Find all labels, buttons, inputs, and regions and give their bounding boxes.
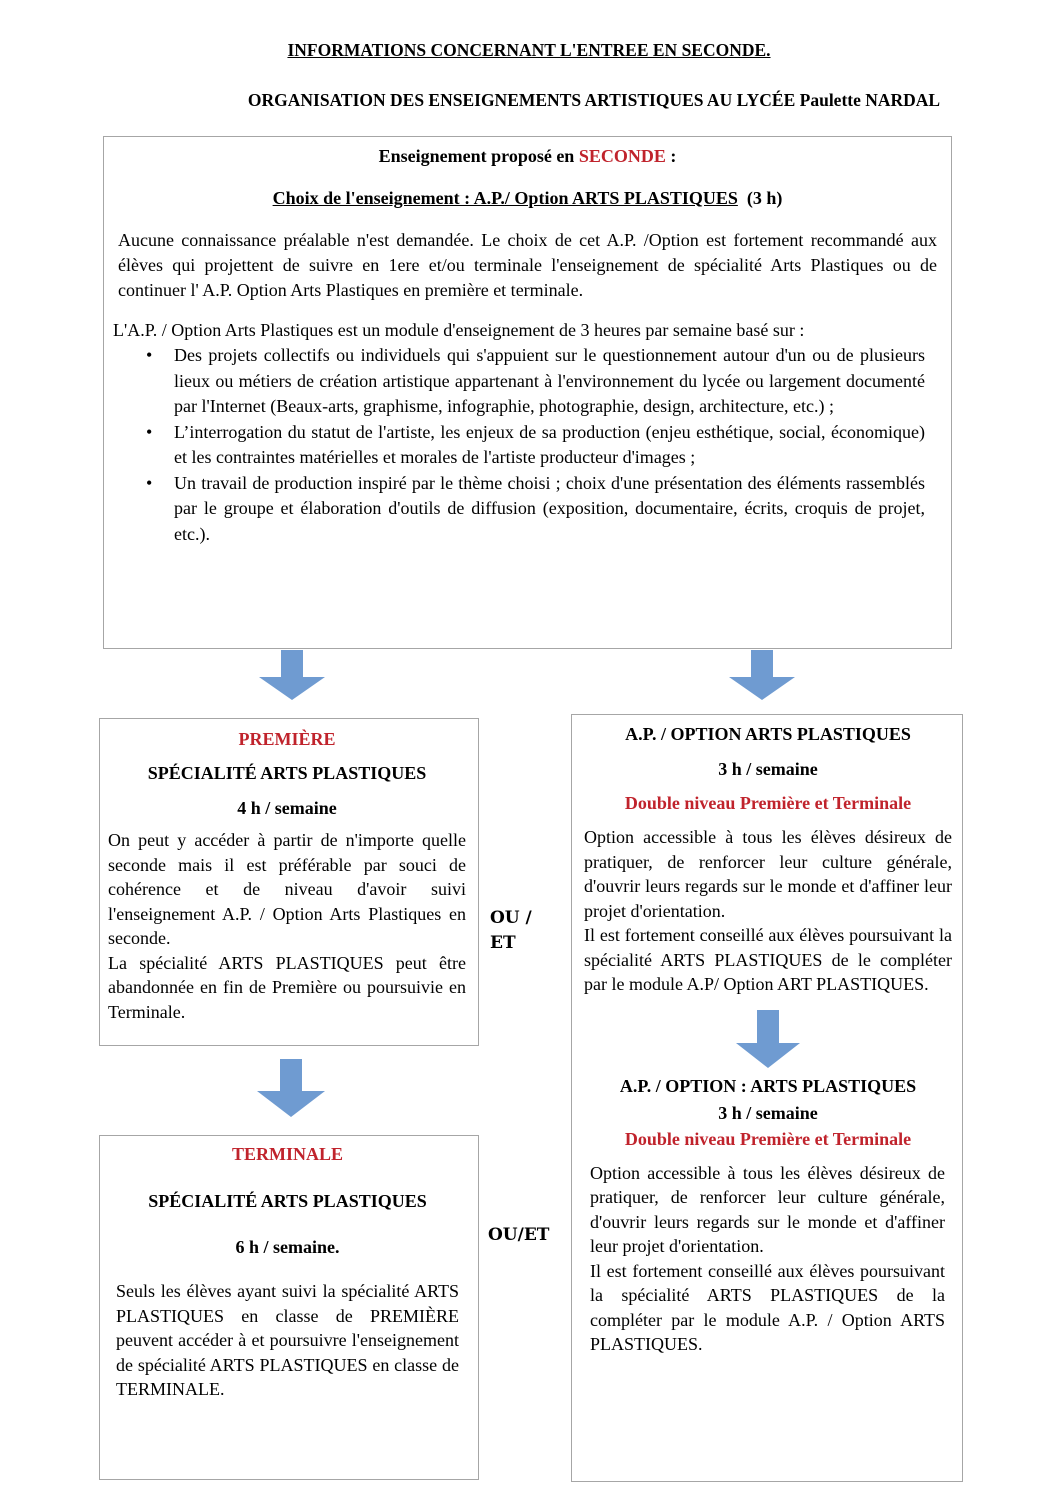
seconde-heading-prefix: Enseignement proposé en xyxy=(378,146,579,166)
document-subtitle: ORGANISATION DES ENSEIGNEMENTS ARTISTIQUES AU LYCÉE Paulette NARDAL xyxy=(247,90,941,110)
premiere-body: On peut y accéder à partir de n'importe quelle seconde mais il est préférable par souci de cohérence et de niveau d'avoir suivi l'enseignement A.P. / Option Arts Plastiques en seconde. xyxy=(108,830,466,948)
option-premiere-hours: 3 h / semaine xyxy=(718,759,818,779)
option-terminale-body-2: Il est fortement conseillé aux élèves poursuivant la spécialité ARTS PLASTIQUES de la compléter par le module A.P. / Option ARTS PLASTIQUES. xyxy=(590,1260,945,1354)
option-premiere-level: Double niveau Première et Terminale xyxy=(624,793,912,813)
premiere-title: SPÉCIALITÉ ARTS PLASTIQUES xyxy=(147,763,427,783)
ou-et-line-1: OU / xyxy=(490,908,532,928)
list-item xyxy=(116,420,939,471)
list-item xyxy=(116,343,939,420)
terminale-body: Seuls les élèves ayant suivi la spécialité ARTS PLASTIQUES en classe de PREMIÈRE peuvent accéder à et poursuivre l'enseignement de spécialité ARTS PLASTIQUES en classe de TERMINALE. xyxy=(116,1281,459,1399)
seconde-heading-suffix: : xyxy=(665,146,677,166)
bullet-icon: • xyxy=(146,421,153,442)
premiere-body-2: La spécialité ARTS PLASTIQUES peut être abandonnée en fin de Première ou poursuivie en Terminale. xyxy=(108,952,466,1022)
terminale-title: SPÉCIALITÉ ARTS PLASTIQUES xyxy=(148,1191,427,1211)
arrow-down-icon xyxy=(257,1059,325,1117)
ou-et-connector-2: OU/ET xyxy=(488,1225,550,1245)
bullet-icon: • xyxy=(146,345,153,365)
option-box xyxy=(571,714,963,1482)
ou-et-connector xyxy=(490,906,532,956)
document-title: INFORMATIONS CONCERNANT L'ENTREE EN SECONDE. xyxy=(287,40,771,60)
arrow-down-icon xyxy=(729,650,795,700)
list-item xyxy=(116,471,939,548)
premiere-box xyxy=(99,718,479,1046)
seconde-module-intro: L'A.P. / Option Arts Plastiques est un module d'enseignement de 3 heures par semaine basé sur : xyxy=(113,320,805,340)
list-item-text: Des projets collectifs ou individuels qui s'appuient sur le questionnement autour d'un ou de plusieurs lieux ou métiers de création artistique appartenant à l'environnement du lycée ou largement documenté par l'Internet (Beaux-arts, graphisme, infographie, photographie, design, architecture, etc.) ; xyxy=(174,345,925,416)
option-terminale-title: A.P. / OPTION : ARTS PLASTIQUES xyxy=(619,1075,917,1096)
option-terminale-body: Option accessible à tous les élèves désireux de pratiquer, de renforcer leur culture générale, d'ouvrir leurs regards sur le monde et d'affiner leur projet d'orientation. xyxy=(590,1162,945,1256)
seconde-choice-label: Choix de l'enseignement : A.P./ Option ARTS PLASTIQUES xyxy=(272,188,738,208)
seconde-choice-hours: (3 h) xyxy=(746,188,783,208)
option-premiere-body: Option accessible à tous les élèves désireux de pratiquer, de renforcer leur culture générale, d'ouvrir leurs regards sur le monde et d'affiner leur projet d'orientation. xyxy=(584,827,952,921)
list-item-text: Un travail de production inspiré par le thème choisi ; choix d'une présentation des éléments rassemblés par le groupe et élaboration d'outils de diffusion (exposition, documentaire, écrits, croquis de projet, etc.). xyxy=(174,472,925,544)
option-terminale-level: Double niveau Première et Terminale xyxy=(624,1128,912,1149)
seconde-intro: Aucune connaissance préalable n'est demandée. Le choix de cet A.P. /Option est fortement recommandé aux élèves qui projettent de suivre en 1ere et/ou terminale l'enseignement de spécialité Arts Plastiques ou de continuer l' A.P. Option Arts Plastiques en première et terminale. xyxy=(118,230,937,300)
option-premiere-title: A.P. / OPTION ARTS PLASTIQUES xyxy=(625,724,911,744)
seconde-box xyxy=(103,136,952,649)
terminale-level: TERMINALE xyxy=(231,1144,343,1164)
arrow-down-icon xyxy=(736,1010,800,1068)
terminale-hours: 6 h / semaine. xyxy=(235,1237,340,1257)
seconde-heading xyxy=(116,146,939,167)
arrow-down-icon xyxy=(259,650,325,700)
premiere-level: PREMIÈRE xyxy=(238,729,336,749)
ou-et-line-2: ET xyxy=(490,933,516,953)
premiere-hours: 4 h / semaine xyxy=(237,798,337,818)
seconde-bullet-list xyxy=(116,343,939,547)
bullet-icon: • xyxy=(146,472,153,493)
option-terminale-hours: 3 h / semaine xyxy=(718,1102,818,1123)
list-item-text: L’interrogation du statut de l'artiste, les enjeux de sa production (enjeu esthétique, social, économique) et les contraintes matérielles et morales de l'artiste producteur d'images ; xyxy=(174,421,925,467)
seconde-choice xyxy=(116,188,939,209)
seconde-highlight: SECONDE xyxy=(578,146,666,166)
terminale-box xyxy=(99,1135,479,1480)
option-premiere-body-2: Il est fortement conseillé aux élèves poursuivant la spécialité ARTS PLASTIQUES de le compléter par le module A.P/ Option ART PLASTIQUES. xyxy=(584,925,952,994)
